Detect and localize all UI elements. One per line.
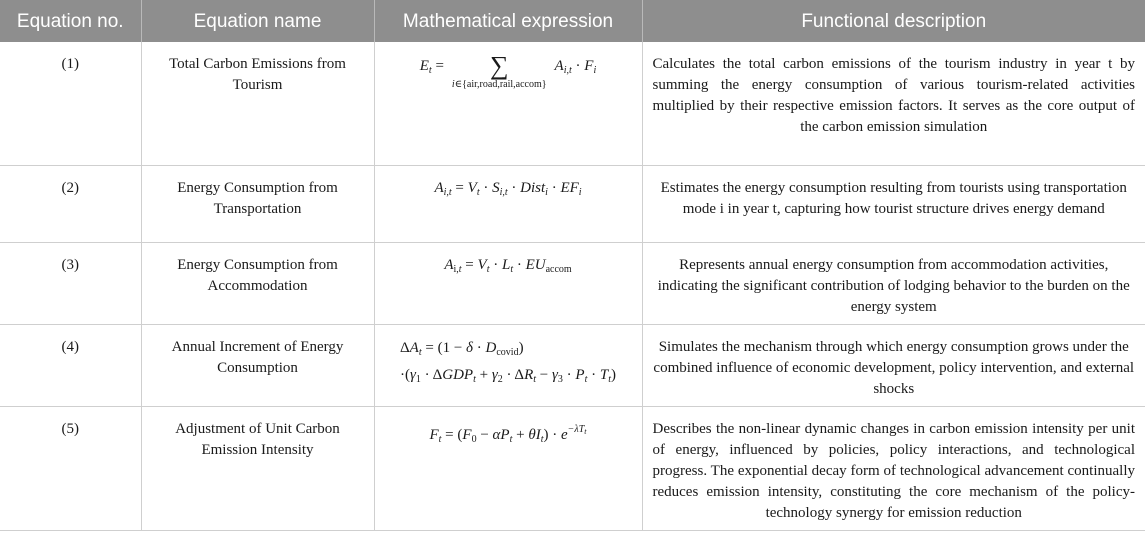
equation-5-formula: $F_t = (F_0 - \alpha P_t + \theta I_t) \cdot e^{-\lambda T_t}$ [429, 424, 587, 445]
equation-description: Calculates the total carbon emissions of the tourism industry in year t by summing the energy consumption of various tourism-related activities multiplied by their respective emission factors. It serves as the core output of the carbon emission simulation [642, 42, 1145, 166]
equation-description: Estimates the energy consumption resulting from tourists using transportation mode i in year t, capturing how tourist structure drives energy demand [642, 166, 1145, 243]
header-equation-no: Equation no. [0, 0, 141, 42]
equation-number: (3) [0, 243, 141, 325]
header-row [0, 0, 1145, 42]
header-equation-name: Equation name [141, 0, 374, 42]
equation-4-formula: $\Delta A_t = (1 - \delta \cdot D_{covid})$ $\cdot(\gamma_1 \cdot \Delta GDP_t + \gamma_2 \cdot \Delta R_t - \gamma_3 \cdot P_t \cdot T_t)$ [400, 340, 616, 385]
equation-expression [374, 42, 642, 166]
table-row [0, 407, 1145, 531]
equation-expression [374, 243, 642, 325]
equation-number: (5) [0, 407, 141, 531]
equation-name: Adjustment of Unit Carbon Emission Intensity [141, 407, 374, 531]
equation-number: (2) [0, 166, 141, 243]
equation-3-formula: $A_{i,t} = V_t \cdot L_t \cdot EU_{accom}$ [444, 257, 572, 275]
equation-2-formula: $A_{i,t} = V_t \cdot S_{i,t}$ · Dist$_i$ · $EF_i$ [434, 180, 582, 198]
header-functional-description: Functional description [642, 0, 1145, 42]
equation-description: Describes the non-linear dynamic changes in carbon emission intensity per unit of energy, influenced by policies, policy interactions, and technological progress. The exponential decay form of technological advancement continually reduces emission intensity, constituting the core mechanism of the policy-technology synergy for emission reduction [642, 407, 1145, 531]
equation-1-formula: $E_t$ = ∑ i∈{air,road,rail,accom} $A_{i,t} \cdot F_i$ [419, 51, 597, 90]
equation-expression [374, 407, 642, 531]
table-row [0, 243, 1145, 325]
equation-expression [374, 325, 642, 407]
table-row [0, 325, 1145, 407]
equation-expression [374, 166, 642, 243]
equation-number: (4) [0, 325, 141, 407]
table-row [0, 166, 1145, 243]
equation-description: Represents annual energy consumption from accommodation activities, indicating the significant contribution of lodging behavior to the burden on the energy system [642, 243, 1145, 325]
equation-description: Simulates the mechanism through which energy consumption grows under the combined influence of economic development, policy intervention, and external shocks [642, 325, 1145, 407]
equation-number: (1) [0, 42, 141, 166]
equation-name: Energy Consumption from Accommodation [141, 243, 374, 325]
equation-name: Annual Increment of Energy Consumption [141, 325, 374, 407]
table-row [0, 42, 1145, 166]
equation-name: Energy Consumption from Transportation [141, 166, 374, 243]
header-mathematical-expression: Mathematical expression [374, 0, 642, 42]
equation-name: Total Carbon Emissions from Tourism [141, 42, 374, 166]
